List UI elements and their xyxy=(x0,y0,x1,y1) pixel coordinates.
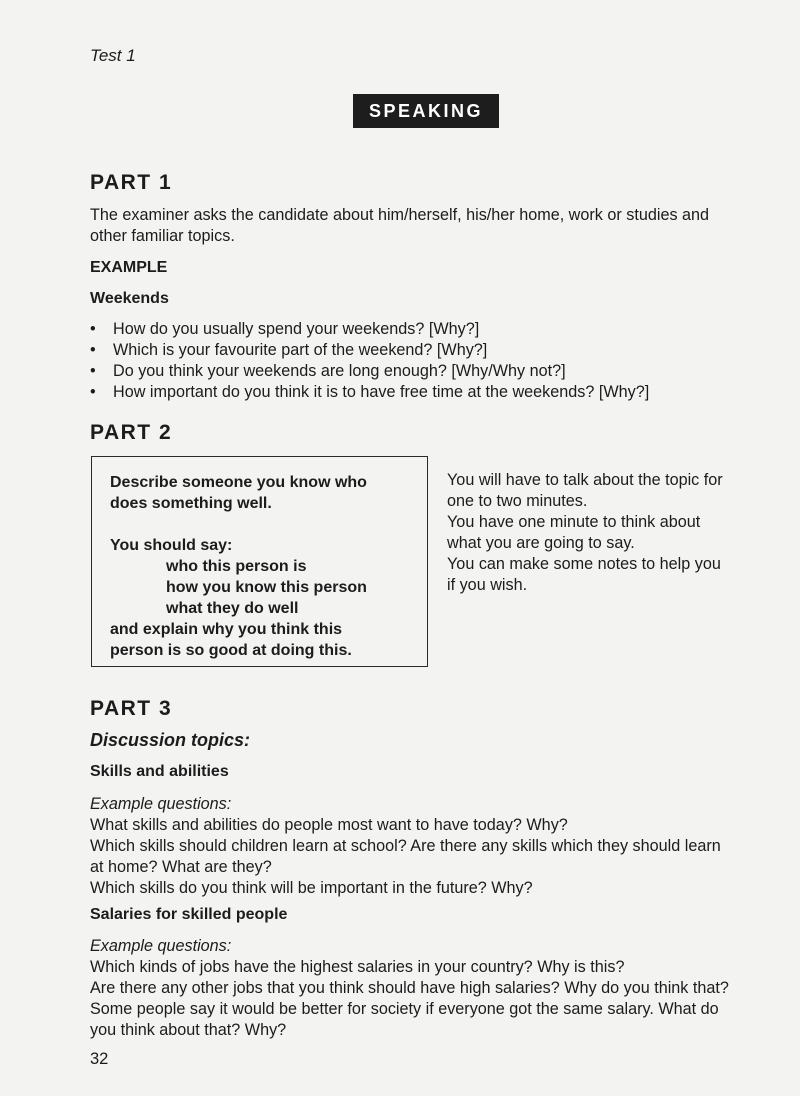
question-line: What skills and abilities do people most want to have today? Why? xyxy=(90,816,568,834)
topic-title: Salaries for skilled people xyxy=(90,906,288,923)
part1-question-list xyxy=(90,319,649,403)
part1-example-label: EXAMPLE xyxy=(90,259,168,276)
part1-topic: Weekends xyxy=(90,290,169,307)
question-line: Some people say it would be better for society if everyone got the same salary. What do xyxy=(90,1000,719,1018)
cue-card-prompt: Describe someone you know who xyxy=(110,474,367,491)
cue-card xyxy=(91,456,428,667)
test-label: Test 1 xyxy=(90,46,136,65)
question-line: at home? What are they? xyxy=(90,858,272,876)
example-questions-label: Example questions: xyxy=(90,937,232,955)
topic-questions xyxy=(90,815,770,899)
part2-instructions xyxy=(447,470,757,596)
part1-heading: PART 1 xyxy=(90,171,173,194)
example-questions-label: Example questions: xyxy=(90,795,232,813)
instruction-line: if you wish. xyxy=(447,576,528,594)
page-number: 32 xyxy=(90,1050,109,1068)
list-item: • How important do you think it is to have free time at the weekends? [Why?] xyxy=(90,382,649,403)
topic-title: Skills and abilities xyxy=(90,763,229,780)
part1-intro-line: other familiar topics. xyxy=(90,227,235,245)
cue-card-prompt: does something well. xyxy=(110,495,272,512)
question-line: Which kinds of jobs have the highest salaries in your country? Why is this? xyxy=(90,958,625,976)
instruction-line: You can make some notes to help you xyxy=(447,555,721,573)
instruction-line: You will have to talk about the topic for xyxy=(447,471,723,489)
instruction-line: one to two minutes. xyxy=(447,492,588,510)
cue-card-explain: person is so good at doing this. xyxy=(110,642,352,659)
question-line: you think about that? Why? xyxy=(90,1021,287,1039)
instruction-line: what you are going to say. xyxy=(447,534,635,552)
topic-questions xyxy=(90,957,770,1041)
part2-heading: PART 2 xyxy=(90,421,173,444)
list-item: • How do you usually spend your weekends? [Why?] xyxy=(90,319,649,340)
list-item: • Which is your favourite part of the weekend? [Why?] xyxy=(90,340,649,361)
cue-card-point: who this person is xyxy=(166,558,307,575)
part3-heading: PART 3 xyxy=(90,697,173,720)
instruction-line: You have one minute to think about xyxy=(447,513,701,531)
cue-card-point: what they do well xyxy=(166,600,299,617)
cue-card-point: how you know this person xyxy=(166,579,367,596)
question-line: Which skills do you think will be important in the future? Why? xyxy=(90,879,533,897)
discussion-topics-label: Discussion topics: xyxy=(90,730,251,750)
cue-card-explain: and explain why you think this xyxy=(110,621,343,638)
cue-card-you-should-say: You should say: xyxy=(110,537,233,554)
part1-intro xyxy=(90,205,770,247)
section-title-banner: SPEAKING xyxy=(353,94,499,128)
question-line: Are there any other jobs that you think should have high salaries? Why do you think that? xyxy=(90,979,729,997)
question-line: Which skills should children learn at school? Are there any skills which they should learn xyxy=(90,837,721,855)
part1-intro-line: The examiner asks the candidate about him/herself, his/her home, work or studies and xyxy=(90,206,710,224)
list-item: • Do you think your weekends are long enough? [Why/Why not?] xyxy=(90,361,649,382)
